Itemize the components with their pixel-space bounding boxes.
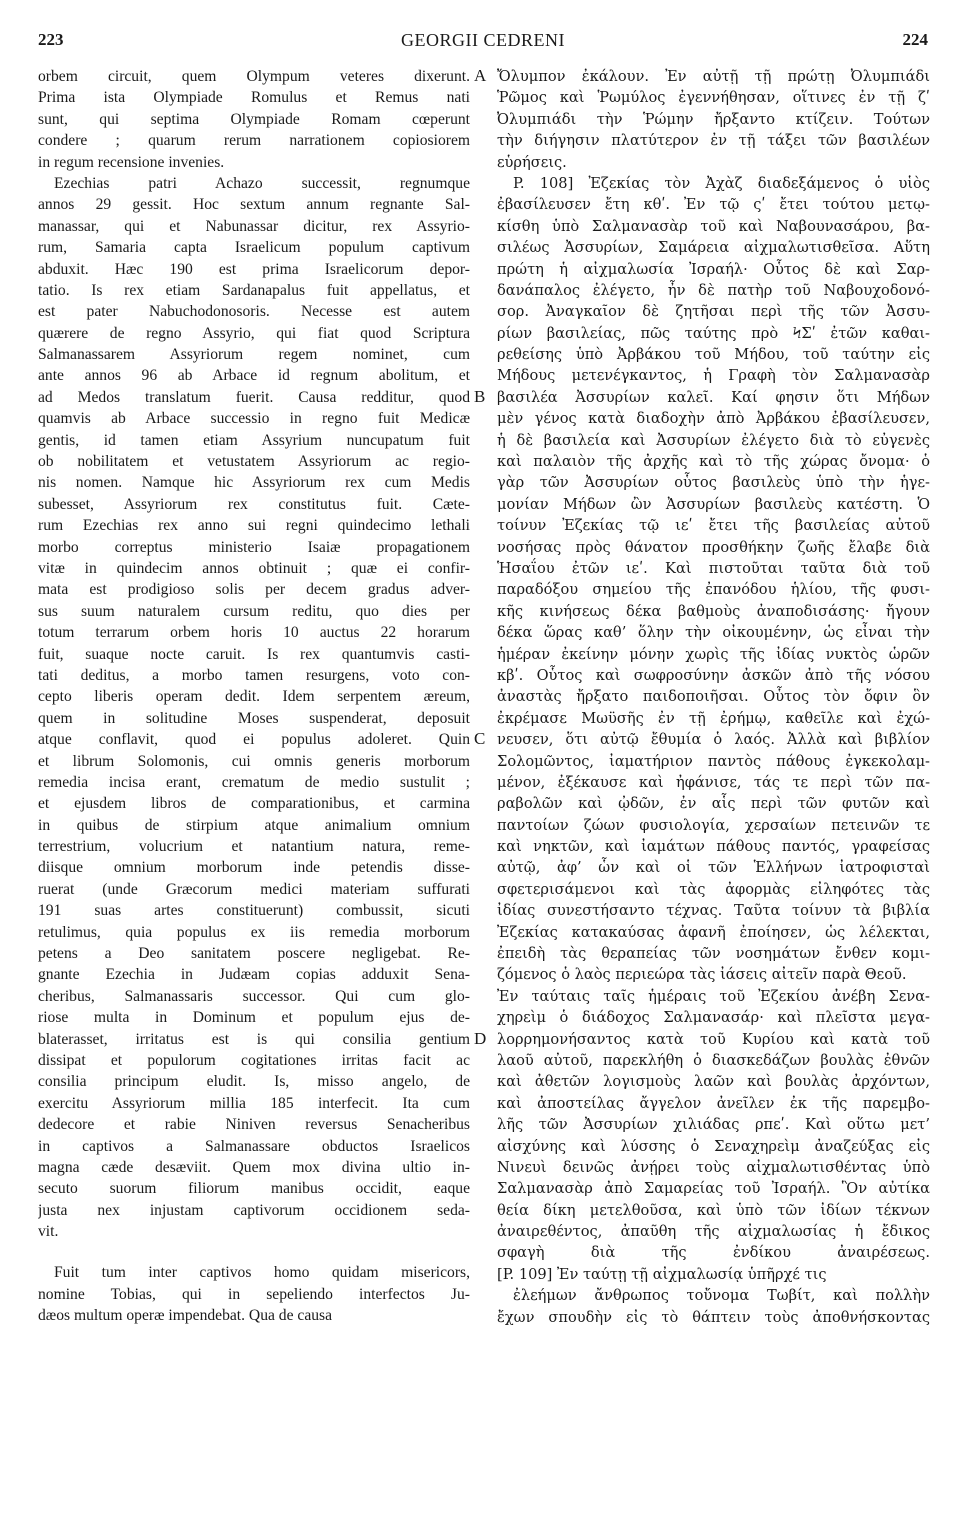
- latin-line: justa nex injustam captivorum occidionem seda-: [38, 1201, 470, 1219]
- latin-line: magna cæde desæviit. Quem mox divina ultio in-: [38, 1158, 470, 1176]
- latin-line: dedecore et rabie Niniven reversus Senacheribus: [38, 1116, 470, 1134]
- greek-line: σιλέως Ἀσσυρίων, Σαμάρεια αἰχμαλωτισθεῖσα. Αὕτη: [497, 239, 930, 257]
- page-number-right: 224: [902, 30, 928, 49]
- latin-line: ante annos 96 ab Arbace id regnum abolitum, et: [38, 367, 470, 385]
- greek-line: καὶ ἀποστείλας ἄγγελον ἀνεῖλεν ἐκ τῆς παρεμβο-: [497, 1094, 930, 1112]
- greek-line: καὶ παλαιὸν τῆς ἀρχῆς καὶ τὸ τῆς χώρας ὄνομα· ὁ: [497, 453, 930, 471]
- latin-line: cheribus, Salmanassaris successor. Qui cum glo-: [38, 987, 470, 1005]
- greek-line: κῆς κινήσεως δέκα βαθμοὺς ἀναποδισάσης· ἤγουν: [497, 602, 930, 620]
- greek-line: δανάπαλος ἐλέγετο, ἦν δὲ πατὴρ τοῦ Ναβουχοδονό-: [497, 281, 930, 299]
- latin-line: dæos multum operæ impendebat. Qua de causa: [38, 1307, 333, 1325]
- section-letter: B: [474, 387, 486, 406]
- latin-line: rum, Samaria capta Israelicum populum captivum: [38, 239, 470, 257]
- latin-line: et librum Solomonis, cui omnis generis morborum: [38, 752, 470, 770]
- greek-line: μὲν γένος κατὰ διαδοχὴν ἀπὸ Ἀρβάκου ἐβασίλευσεν,: [497, 410, 930, 428]
- latin-line: remedia incisa erant, crematum de medio sustulit ;: [38, 773, 470, 791]
- latin-line: morbo correptus ministerio Isaiæ propagationem: [38, 538, 470, 556]
- greek-line: Σαλμανασὰρ ἀπὸ Σαμαρείας τοῦ Ἰσραήλ. Ὃν αὐτίκα: [497, 1180, 930, 1198]
- greek-line: Ὄλυμπον ἐκάλουν. Ἐν αὐτῇ τῇ πρώτῃ Ὀλυμπιάδι: [497, 68, 930, 85]
- greek-line: τοίνυν Ἐζεκίας τῷ ιεʹ ἔτει τῆς βασιλείας αὐτοῦ: [497, 517, 930, 535]
- greek-line: ἡ δὲ βασιλεία καὶ Ἀσσυρίων ἐλέγετο διὰ τὸ εὐγενὲς: [497, 431, 930, 449]
- greek-line: σφαγὴ διὰ τῆς ἐνδίκου ἀναιρέσεως.: [497, 1244, 930, 1262]
- latin-line: mata est prodigioso solis per decem gradus adver-: [38, 581, 470, 599]
- greek-line: μονίαν Μήδων ὢν Ἀσσυρίων βασιλεὺς κατέστη. Ὁ: [497, 495, 930, 513]
- latin-line: in captivos a Salmanassare obductos Israelicos: [38, 1137, 470, 1155]
- latin-line: sunt, qui septima Olympiade Romam cœperunt: [38, 110, 470, 128]
- greek-line: τὴν διήγησιν πλατύτερον ἐν τῇ τάξει τῶν βασιλέων: [497, 132, 930, 150]
- latin-line: ob nobilitatem et vetustatem Assyriorum ac regio-: [38, 453, 470, 471]
- greek-line: Ἡσαΐου ἐτῶν ιεʹ. Καὶ πιστοῦται ταῦτα διὰ τοῦ: [497, 559, 930, 577]
- greek-line: πρώτη ἡ αἰχμαλωσία Ἰσραήλ· Οὗτος δὲ καὶ Σαρ-: [497, 260, 930, 278]
- greek-line: ρίων βασιλείας, πῶς ταύτης πρὸ ϞΣʹ ἐτῶν καθαι-: [497, 324, 930, 342]
- latin-line: gentis, id tamen etiam Assyrium nuncupatum fuit: [38, 431, 470, 449]
- greek-line: κίσθη ὑπὸ Σαλμανασὰρ τοῦ καὶ Ναβουνασάρου, βα-: [497, 217, 930, 235]
- greek-line: ἰδίας συνεστήσαντο τέχνας. Ταῦτα τοίνυν τὰ βιβλία: [497, 902, 930, 920]
- latin-line: annos 29 gessit. Hoc sextum annum regnante Sal-: [38, 196, 470, 214]
- latin-line: quamvis ab Arbace successio in regno fuit Medicæ: [38, 410, 470, 428]
- latin-line: dissipat et populorum cogitationes irritas facit ac: [38, 1051, 470, 1069]
- latin-line: Salmanassarem Assyriorum regem nominet, cum: [38, 346, 470, 364]
- latin-line: manassar, qui et Nabunassar dicitur, rex Assyrio-: [38, 217, 470, 235]
- latin-line: abduxit. Hæc 190 est prima Israelicorum depor-: [38, 260, 470, 278]
- latin-line: rum Ezechias rex anno sui regni quindecimo lethali: [38, 517, 470, 535]
- latin-line: condere ; quarum rerum narrationem copiosiorem: [38, 132, 470, 150]
- latin-line: retulimus, quia populus ex iis remedia morborum: [38, 923, 470, 941]
- latin-line: blaterasset, irritatus est is qui consilia gentium: [38, 1030, 470, 1048]
- greek-line: δέκα ὥρας καθ’ ὅλην τὴν οἰκουμένην, ὡς εἶναι τὴν: [497, 624, 930, 642]
- latin-line: et ejusdem libros de comparationibus, et carmina: [38, 795, 470, 813]
- latin-line: petens a Deo sanitatem poscere negligebat. Re-: [38, 945, 470, 963]
- latin-line: quærere de regno Assyrio, qui fiat quod Scriptura: [38, 324, 470, 342]
- latin-line: vitæ in quindecim annos obtinuit ; quæ ei confir-: [38, 559, 470, 577]
- greek-line: λῆς τῶν Ἀσσυρίων χιλιάδας ρπεʹ. Καὶ οὕτω μετ’: [497, 1116, 930, 1134]
- page-number-left: 223: [38, 30, 64, 49]
- greek-line: παντοίων ζώων φυσιολογία, χερσαίων πετεινῶν τε: [497, 816, 930, 834]
- latin-line: diisque omnium morborum inde petendis disse-: [38, 859, 470, 877]
- greek-line: Νινευὶ δεινῶς ἀνῄρει τοὺς αἰχμαλωτισθέντας ὑπὸ: [497, 1158, 930, 1176]
- latin-line: sus suum naturalem cursum reditu, quo dies per: [38, 602, 470, 620]
- greek-line: σφετερισάμενοι καὶ τὰς ἀφορμὰς εἰληφότες τὰς: [497, 880, 930, 898]
- greek-line: ζόμενος ὁ λαὸς περιεώρα τὰς ἰάσεις αἰτεῖν παρὰ Θεοῦ.: [497, 966, 907, 984]
- running-title: GEORGII CEDRENI: [401, 30, 565, 50]
- greek-line: ἐκρέμασε Μωϋσῆς ἐν τῇ ἐρήμῳ, καθεῖλε καὶ ἐχώ-: [497, 709, 930, 727]
- latin-line: exercitu Assyriorum millia 185 interfecit. Ita cum: [38, 1094, 470, 1112]
- greek-line: ἐλεήμων ἄνθρωπος τοὔνομα Τωβίτ, καὶ πολλὴν: [513, 1287, 930, 1305]
- greek-line: λαοῦ αὐτοῦ, παρεκλήθη ὁ διασκεδάζων βουλὰς ἐθνῶν: [497, 1051, 930, 1069]
- latin-line: subesset, Assyriorum rex constitutus fuit. Cæte-: [38, 495, 470, 513]
- latin-line: riose multa in Dominum et populum ejus de-: [38, 1009, 470, 1027]
- latin-line: cepto liberis operam dedit. Idem serpentem æreum,: [38, 688, 470, 706]
- greek-line: P. 108] Ἐζεκίας τὸν Ἀχὰζ διαδεξάμενος ὁ υἱὸς: [513, 174, 930, 192]
- greek-line: αἰσχύνης καὶ λύσσης ὁ Σεναχηρεὶμ ἀναζεύξας εἰς: [497, 1137, 930, 1155]
- greek-line: ἀναιρεθέντος, ἀπαῦθη τῆς αἰχμαλωσίας ἡ ἔδικος: [497, 1223, 930, 1241]
- latin-line: ruerat (unde Græcorum medici materiam suffurati: [38, 880, 470, 898]
- greek-line: γὰρ τῶν Ἀσσυρίων οὗτος βασιλεὺς ὑπὸ τὴν ἡγε-: [497, 474, 930, 492]
- latin-line: est pater Nabuchodonosoris. Necesse est autem: [38, 303, 470, 321]
- latin-line: ad Medos translatum fuerit. Causa redditur, quod: [38, 388, 470, 406]
- latin-line: fuit, suaque nocte caruit. Is rex quantumvis casti-: [38, 645, 470, 663]
- section-letter: C: [474, 729, 486, 749]
- greek-line: νευσεν, ὅτι αὐτῷ ἔθυμία ὁ λαός. Ἀλλὰ καὶ βιβλίον: [497, 731, 930, 749]
- latin-line: Prima ista Olympiade Romulus et Remus nati: [38, 89, 470, 107]
- greek-line: ρεθείσης ὑπὸ Ἀρβάκου τοῦ Μήδου, τοῦ ταύτην εἰς: [497, 346, 930, 364]
- greek-line: παραδόξου σημείου τῆς ἐπανόδου ἡλίου, τῆς φυσι-: [497, 581, 930, 599]
- latin-line: terrestrium, volucrium et natantium natura, reme-: [38, 838, 470, 856]
- greek-line: ραβολῶν καὶ ᾠδῶν, ἐν αἷς περὶ τῶν φυτῶν καὶ: [497, 795, 930, 813]
- section-letter: D: [474, 1029, 487, 1048]
- greek-line: Ἐν ταύταις ταῖς ἡμέραις τοῦ Ἐζεκίου ἀνέβη Σενα-: [497, 987, 930, 1005]
- latin-line: orbem circuit, quem Olympum veteres dixerunt.: [38, 68, 470, 85]
- latin-line: nis nomen. Namque hic Assyriorum rex cum Medis: [38, 474, 470, 492]
- greek-line: σορ. Ἀναγκαῖον δὲ ζητῆσαι περὶ τῆς τῶν Ἀσσυ-: [497, 303, 930, 321]
- greek-line: Ἐζεκίας κατακαύσας ἀφανῆ ἐποίησεν, ὡς λέλεκται,: [497, 923, 930, 941]
- greek-line: ἐβασίλευσεν ἔτη κθʹ. Ἐν τῷ ςʹ ἔτει τούτου μετῳ-: [497, 196, 930, 214]
- page-header: [38, 30, 928, 56]
- greek-line: λορρημονήσαντος κατὰ τοῦ Κυρίου καὶ κατὰ τοῦ: [497, 1030, 930, 1048]
- greek-column: [497, 66, 930, 1328]
- greek-line: ἡμέραν ἐκείνην μόνην χωρὶς τῆς ἰδίας νυκτὸς ὡρῶν: [497, 645, 930, 663]
- greek-line: μένον, ἐξέκαυσε καὶ ἠφάνισε, τάς τε περὶ τῶν πα-: [497, 773, 930, 791]
- section-letter: A: [474, 66, 487, 85]
- latin-line: quem in solitudine Moses suspenderat, deposuit: [38, 709, 470, 727]
- latin-line: in regum recensione invenies.: [38, 153, 225, 171]
- latin-line: tatio. Is rex etiam Sardanapalus fuit appellatus, et: [38, 281, 470, 299]
- greek-line: καὶ ἀθετῶν λογισμοὺς λαῶν καὶ βουλὰς ἀρχόντων,: [497, 1073, 930, 1091]
- latin-line: Fuit tum inter captivos homo quidam misericors,: [54, 1264, 470, 1282]
- greek-line: εὑρήσεις.: [497, 153, 567, 171]
- greek-line: Μήδους μετενέγκαντος, ἡ Γραφὴ τὸν Σαλμανασὰρ: [497, 367, 930, 385]
- greek-line: νοσήσας πρὸς θάνατον προσθήκην ζωῆς ἔλαβε διὰ: [497, 538, 930, 556]
- greek-line: Ὀλυμπιάδι τὴν Ῥώμην ἤρξαντο κτίζειν. Τούτων: [497, 110, 930, 128]
- latin-line: 191 suas artes constituerunt) combussit, sicuti: [38, 902, 470, 920]
- latin-line: consilia principum eludit. Is, misso angelo, de: [38, 1073, 470, 1091]
- greek-line: ἀναστὰς ἤρξατο παιδοποιῆσαι. Οὗτος τὸν ὄφιν ὃν: [497, 688, 930, 706]
- latin-line: tati deditus, a morbo tamen resurgens, voto con-: [38, 666, 470, 684]
- latin-line: secuto suorum filiorum manibus occidit, eaque: [38, 1180, 470, 1198]
- latin-line: Ezechias patri Achazo successit, regnumque: [54, 174, 470, 192]
- greek-line: βασιλέα Ἀσσυρίων καλεῖ. Καί φησιν ὅτι Μήδων: [497, 388, 930, 406]
- greek-line: αὐτῷ, ἀφ’ ὧν καὶ οἱ τῶν Ἑλλήνων ἰατροφισταὶ: [497, 859, 930, 877]
- greek-line: [P. 109] Ἐν ταύτῃ τῇ αἰχμαλωσίᾳ ὑπῆρχέ τις: [497, 1265, 827, 1283]
- greek-line: χηρεὶμ ὁ διάδοχος Σαλμανασάρ· καὶ πλεῖστα μεγα-: [497, 1009, 930, 1027]
- greek-line: καὶ νηκτῶν, καὶ ἰαμάτων πάθους παντός, γραφείσας: [497, 838, 930, 856]
- greek-line: ἐπειδὴ τὰς θεραπείας τῶν νοσημάτων ἔνθεν κομι-: [497, 945, 930, 963]
- latin-column: [38, 66, 470, 1327]
- latin-line: totum terrarum orbem horis 10 auctus 22 horarum: [38, 624, 470, 642]
- latin-line: atque conflavit, quod ei populus adoleret. Quin: [38, 731, 470, 749]
- greek-line: θεία δίκη μετελθοῦσα, καὶ ὑπὸ τῶν ἰδίων τέκνων: [497, 1201, 930, 1219]
- greek-line: κβʹ. Οὗτος καὶ σωφροσύνην ἀσκῶν ἀπὸ τῆς νόσου: [497, 666, 930, 684]
- latin-line: gnante Ezechia in Judæam copias adduxit Sena-: [38, 966, 470, 984]
- latin-line: vit.: [38, 1223, 59, 1241]
- latin-line: in quibus de stirpium atque animalium omnium: [38, 816, 470, 834]
- latin-line: nomine Tobias, qui in sepeliendo interfectos Ju-: [38, 1285, 470, 1303]
- greek-line: Σολομῶντος, ἰαματήριον παντὸς πάθους ἐγκεκολαμ-: [497, 752, 930, 770]
- greek-line: Ῥῶμος καὶ Ῥωμύλος ἐγεννήθησαν, οἵτινες ἐν τῇ ζʹ: [497, 89, 930, 107]
- greek-line: ἔχων σπουδὴν εἰς τὸ θάπτειν τοὺς ἀποθνήσκοντας: [497, 1308, 930, 1326]
